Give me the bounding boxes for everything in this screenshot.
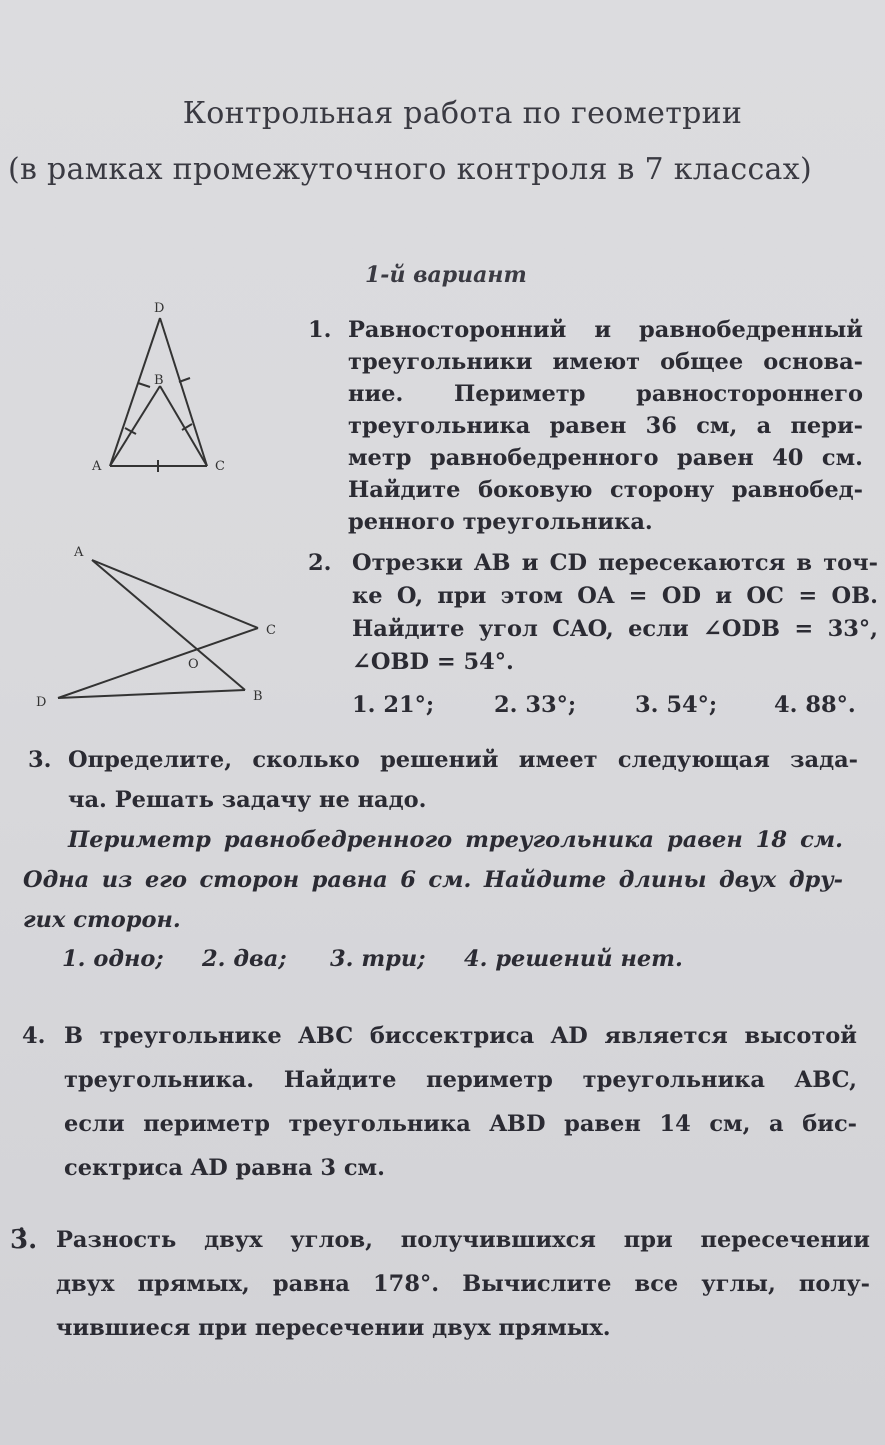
- problem-1-line: ние. Периметр равностороннего: [348, 381, 863, 407]
- problem-3-number: 3.: [28, 747, 52, 773]
- answer-option: 4. решений нет.: [464, 946, 683, 972]
- fig2-label-o: O: [188, 657, 199, 672]
- fig2-segment-ab: [92, 560, 245, 690]
- problem-3-options: [62, 946, 742, 978]
- fig1-label-c: C: [215, 459, 225, 474]
- page-title: Контрольная работа по геометрии: [182, 96, 743, 131]
- problem-2-options: [352, 692, 872, 724]
- answer-option: 4. 88°.: [774, 692, 856, 718]
- problem-4-line: треугольника. Найдите периметр треугольника ABC,: [64, 1067, 857, 1093]
- fig1-side-ad: [110, 318, 160, 466]
- problem-3-task-line: Одна из его сторон равна 6 см. Найдите длины двух дру-: [23, 867, 843, 893]
- figure-intersecting-segments: [30, 540, 300, 715]
- figure-triangles: [80, 298, 250, 483]
- problem-2: [308, 547, 878, 679]
- problem-3-task-line: гих сторон.: [23, 907, 181, 933]
- problem-4-line: если периметр треугольника ABD равен 14 см, а бис-: [64, 1111, 857, 1137]
- problem-3-line: Определите, сколько решений имеет следующая зада-: [68, 747, 858, 773]
- problem-1: [308, 314, 863, 538]
- problem-2-line: Найдите угол CAO, если ∠ODB = 33°,: [352, 616, 878, 642]
- problem-2-line: ∠OBD = 54°.: [352, 649, 514, 675]
- page-subtitle: (в рамках промежуточного контроля в 7 классах): [8, 152, 812, 187]
- fig1-side-bc: [160, 386, 207, 466]
- problem-3-task-line: Периметр равнобедренного треугольника равен 18 см.: [68, 827, 843, 853]
- fig1-label-b: B: [154, 373, 164, 388]
- problem-1-number: 1.: [308, 317, 332, 343]
- problem-5: [10, 1218, 870, 1350]
- fig2-segment-cd: [58, 628, 258, 698]
- problem-1-line: Равносторонний и равнобедренный: [348, 317, 863, 343]
- answer-option: 1. 21°;: [352, 692, 435, 718]
- problem-5-line: двух прямых, равна 178°. Вычислите все углы, полу-: [56, 1271, 870, 1297]
- problem-3-line: ча. Решать задачу не надо.: [68, 787, 427, 813]
- fig2-label-d: D: [36, 695, 47, 710]
- problem-2-number: 2.: [308, 550, 332, 576]
- problem-1-line: Найдите боковую сторону равнобед-: [348, 477, 863, 503]
- problem-5-line: Разность двух углов, получившихся при пересечении: [56, 1227, 870, 1253]
- answer-option: 3. три;: [330, 946, 426, 972]
- answer-option: 2. два;: [202, 946, 287, 972]
- problem-4-line: сектриса AD равна 3 см.: [64, 1155, 385, 1181]
- fig2-label-c: C: [266, 623, 276, 638]
- answer-option: 3. 54°;: [635, 692, 718, 718]
- problem-5-line: чившиеся при пересечении двух прямых.: [56, 1315, 611, 1341]
- problem-1-line: метр равнобедренного равен 40 см.: [348, 445, 863, 471]
- fig2-segment-db: [58, 690, 245, 698]
- problem-1-line: треугольника равен 36 см, а пери-: [348, 413, 863, 439]
- problem-4: [22, 1014, 857, 1190]
- fig2-label-a: A: [74, 545, 84, 560]
- fig2-label-b: B: [253, 689, 263, 704]
- problem-2-line: ке O, при этом OA = OD и OC = OB.: [352, 583, 878, 609]
- problem-4-number: 4.: [22, 1023, 46, 1049]
- problem-4-line: В треугольнике ABC биссектриса AD является высотой: [64, 1023, 857, 1049]
- variant-label: 1-й вариант: [365, 262, 527, 288]
- fig1-side-ab: [110, 386, 160, 466]
- answer-option: 1. одно;: [62, 946, 164, 972]
- problem-2-line: Отрезки AB и CD пересекаются в точ-: [352, 550, 878, 576]
- fig1-tick: [138, 383, 150, 387]
- problem-5-number: 3̇.: [10, 1225, 38, 1255]
- fig1-label-d: D: [154, 301, 165, 316]
- fig1-label-a: A: [92, 459, 102, 474]
- fig2-segment-ac: [92, 560, 258, 628]
- answer-option: 2. 33°;: [494, 692, 577, 718]
- problem-1-line: треугольники имеют общее основа-: [348, 349, 863, 375]
- problem-3: [23, 740, 858, 940]
- fig1-side-dc: [160, 318, 207, 466]
- problem-1-line: ренного треугольника.: [348, 509, 653, 535]
